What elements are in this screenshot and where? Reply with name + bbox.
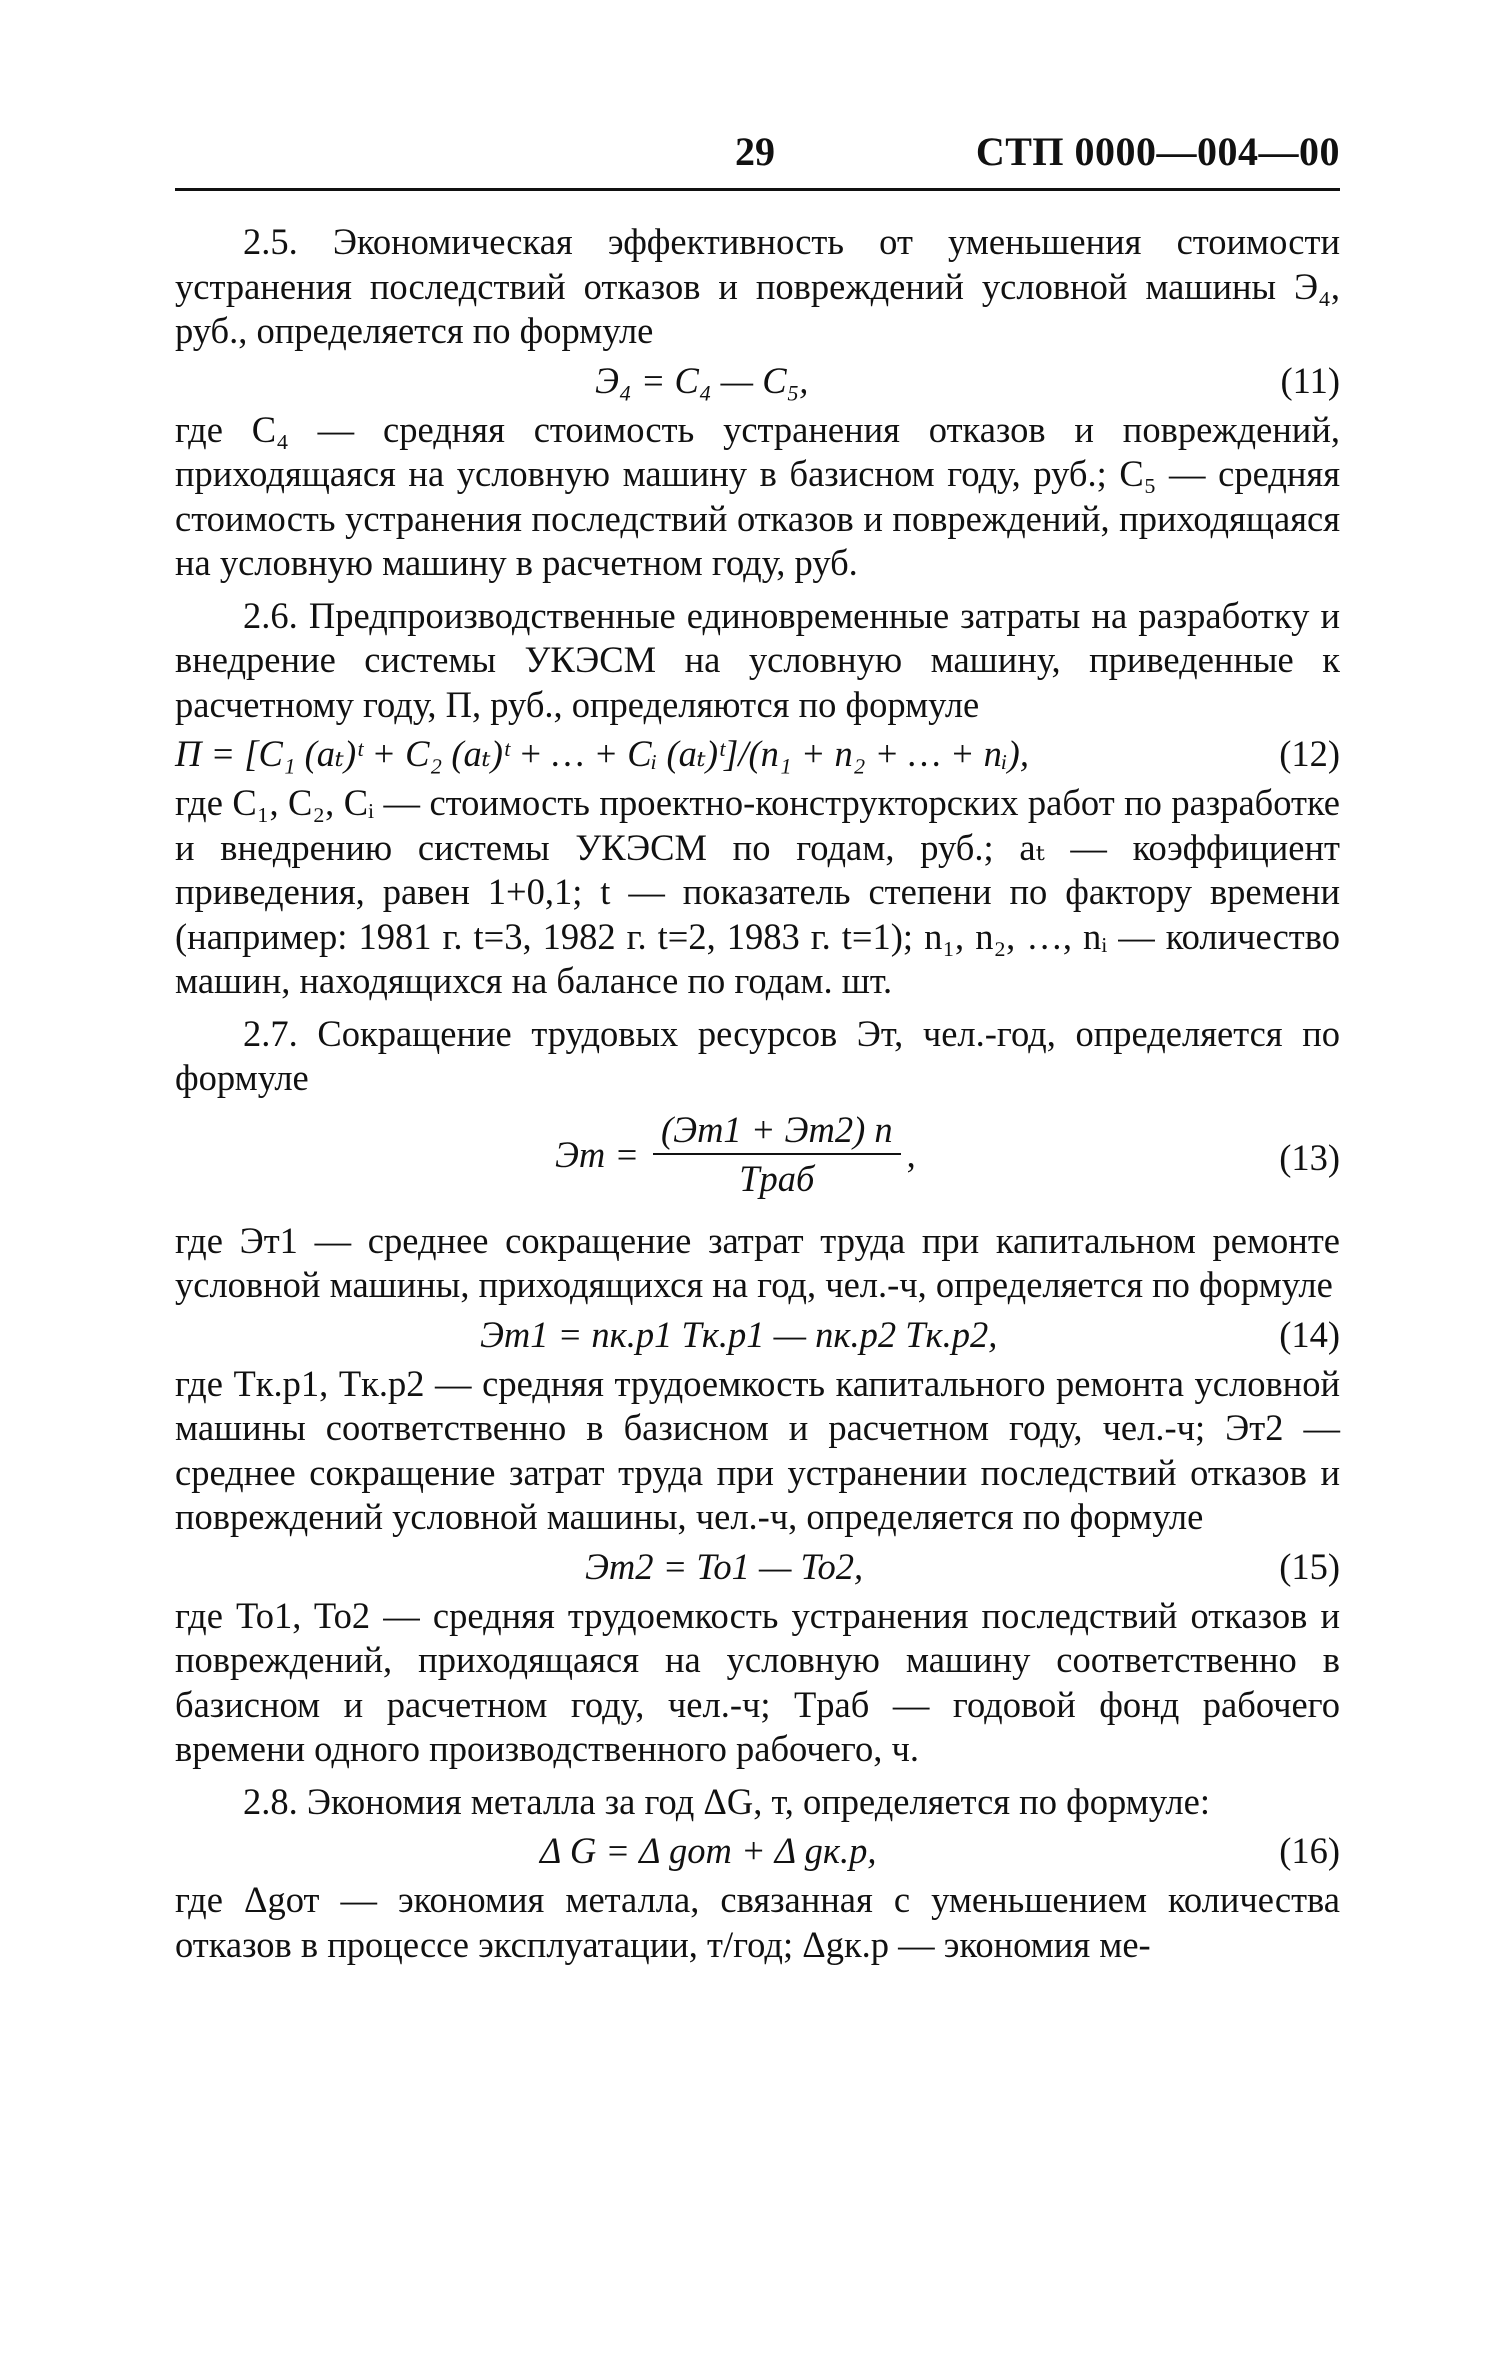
formula-13-box (653, 1107, 901, 1203)
section-2-7-where-14: где Tк.р1, Tк.р2 — средняя трудоемкость капитального ремонта условной машины соответственно в базисном и расчетном году, чел.-ч; Эт2 — среднее сокращение затрат труда при устранении последствий отказов и повреждений условной машины, чел.-ч, определяется по формуле (175, 1362, 1340, 1537)
formula-16 (175, 1824, 1340, 1878)
section-2-8-where: где Δgот — экономия металла, связанная с уменьшением количества отказов в процессе эксплуатации, т/год; Δgк.р — экономия ме- (175, 1879, 1340, 1965)
formula-13-numerator: (Эт1 + Эт2) n (653, 1107, 901, 1155)
section-2-6-text: 2.6. Предпроизводственные единовременные затраты на разработку и внедрение системы УКЭСМ на условную машину, приведенные к расчетному году, П, руб., определяются по формуле (175, 594, 1340, 725)
formula-13-lhs: Эт = (555, 1133, 640, 1175)
formula-15 (175, 1540, 1340, 1594)
formula-15-number: (15) (1279, 1545, 1340, 1587)
header-rule (175, 188, 1340, 191)
section-2-8-text: 2.8. Экономия металла за год ΔG, т, определяется по формуле: (243, 1780, 1210, 1822)
formula-13-number: (13) (1279, 1136, 1340, 1178)
section-2-7-where-13: где Эт1 — среднее сокращение затрат труда при капитальном ремонте условной машины, приходящихся на год, чел.-ч, определяется по формуле (175, 1219, 1340, 1305)
formula-16-number: (16) (1279, 1830, 1340, 1871)
formula-13-fraction (555, 1107, 916, 1203)
formula-13-comma: , (906, 1133, 916, 1175)
formula-12-expression: П = [C₁ (aₜ)ᵗ + C₂ (aₜ)ᵗ + … + Cᵢ (aₜ)ᵗ]/(n₁ + n₂ + … + nᵢ), (175, 733, 1029, 774)
formula-14-expression: Эт1 = nк.р1 Tк.р1 — nк.р2 Tк.р2, (480, 1313, 998, 1355)
formula-11-expression: Э₄ = C₄ — C₅, (595, 359, 809, 401)
formula-12 (175, 727, 1340, 781)
formula-15-expression: Эт2 = To1 — To2, (585, 1545, 864, 1587)
page-header (175, 128, 1340, 188)
formula-16-expression: Δ G = Δ gот + Δ gк.р, (540, 1830, 877, 1871)
formula-11 (175, 354, 1340, 408)
page-number: 29 (735, 129, 775, 174)
section-2-7-text: 2.7. Сокращение трудовых ресурсов Эт, чел.-год, определяется по формуле (175, 1012, 1340, 1098)
document-code: СТП 0000—004—00 (975, 129, 1340, 174)
formula-13 (175, 1101, 1340, 1219)
formula-12-number: (12) (1279, 733, 1340, 774)
formula-14 (175, 1308, 1340, 1362)
section-2-5-text: 2.5. Экономическая эффективность от уменьшения стоимости устранения последствий отказов и повреждений условной машины Э₄, руб., определяется по формуле (175, 221, 1340, 351)
page-content (175, 220, 1340, 1967)
formula-13-denominator: Tраб (739, 1157, 815, 1199)
section-2-7-where-15: где To1, To2 — средняя трудоемкость устранения последствий отказов и повреждений, приходящаяся на условную машину соответственно в базисном и расчетном году, чел.-ч; Tраб — годовой фонд рабочего времени одного производственного рабочего, ч. (175, 1594, 1340, 1769)
section-2-6-where: где C₁, C₂, Cᵢ — стоимость проектно-конструкторских работ по разработке и внедрению системы УКЭСМ по годам, руб.; aₜ — коэффициент приведения, равен 1+0,1; t — показатель степени по фактору времени (например: 1981 г. t=3, 1982 г. t=2, 1983 г. t=1); n₁, n₂, …, nᵢ — количество машин, находящихся на балансе по годам. шт. (175, 782, 1340, 1001)
section-2-5-where: где C₄ — средняя стоимость устранения отказов и повреждений, приходящаяся на условную машину в базисном году, руб.; C₅ — средняя стоимость устранения последствий отказов и повреждений, приходящаяся на условную машину в расчетном году, руб. (175, 408, 1340, 583)
formula-14-number: (14) (1279, 1313, 1340, 1355)
formula-11-number: (11) (1280, 359, 1340, 401)
